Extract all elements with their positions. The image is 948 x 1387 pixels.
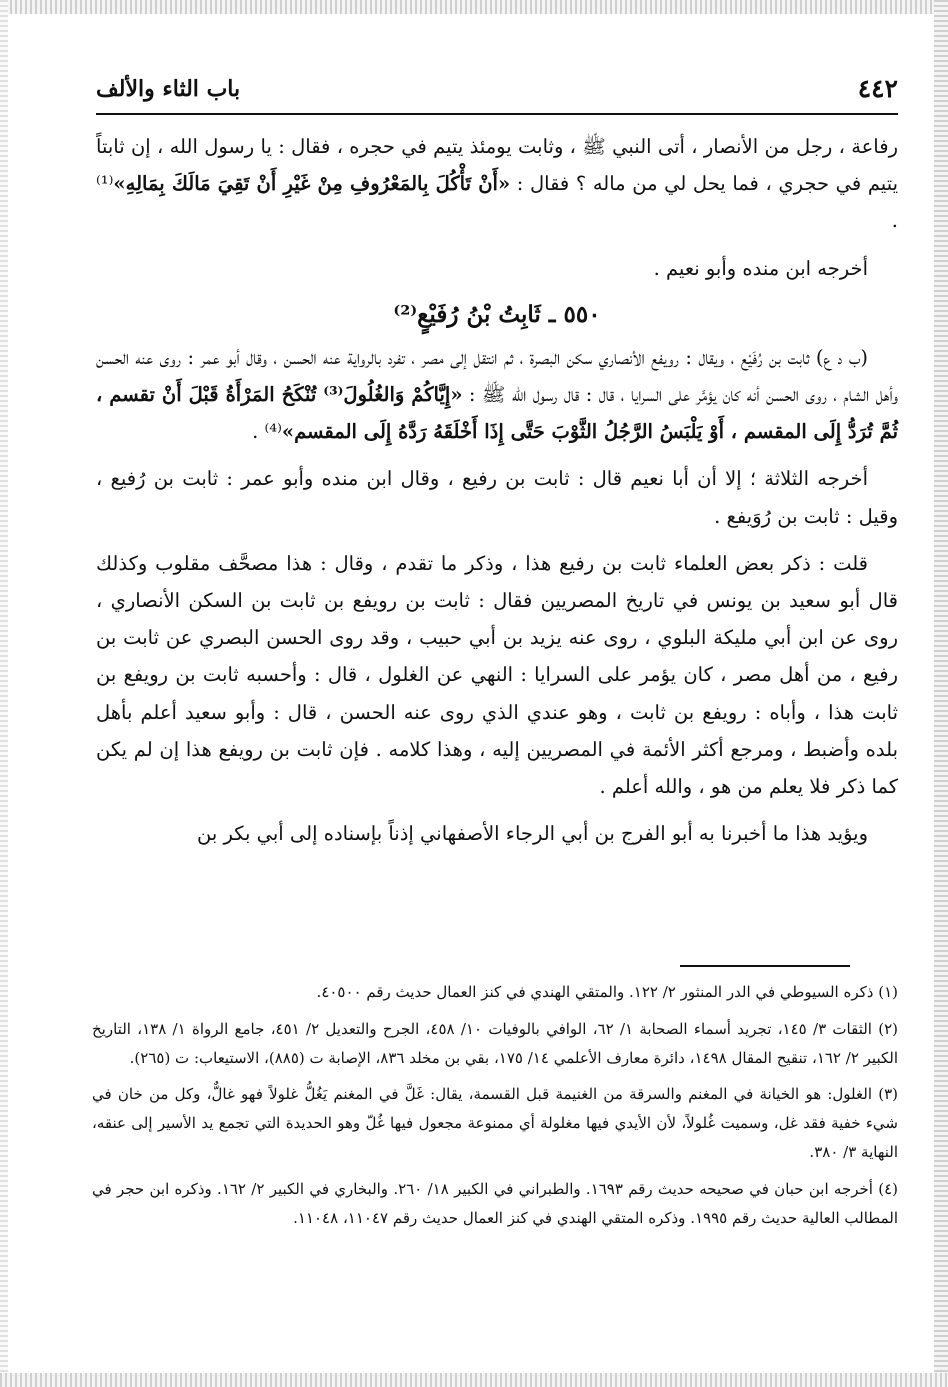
footnote-2: (٢) الثقات ٣/ ١٤٥، تجريد أسماء الصحابة ١/ ٦٢، الوافي بالوفيات ١٠/ ٤٥٨، الجرح والتعديل ٢/ ٤٥١، جامع الرواة ١/ ١٣٨، التاريخ الكبير ٢/ ١٦٢، تنقيح المقال ١٤٩٨، دائرة معارف الأعلمي ١٤/ ١٧٥، بقي بن مخلد ٨٣٦، الإصابة ت (٨٨٥)، الاستيعاب: ت (٢٦٥). xyxy=(92,1019,899,1067)
paragraph-text: رفاعة ، رجل من الأنصار ، أتى النبي ﷺ ، وثابت يومئذ يتيم في حجره ، فقال : يا رسول الله ، إن ثابتاً يتيم في حجري ، فما يحل لي من ماله ؟ فقال : xyxy=(96,135,898,196)
entry-heading: ٥٥٠ ـ ثَابِتُ بْنُ رُفَيْعٍ⁽²⁾ xyxy=(393,300,601,328)
page-border-right xyxy=(934,0,948,1387)
paragraph-hadith-rifaa xyxy=(96,128,898,240)
paragraph-entry-intro xyxy=(96,339,898,451)
chapter-title: باب الثاء والألف xyxy=(96,76,241,102)
paragraph-takhrij-three: أخرجه الثلاثة ؛ إلا أن أبا نعيم قال : ثابت بن رفيع ، وقال ابن منده وأبو عمر : ثابت بن رُفيع ، وقيل : ثابت بن رُوَيفع . xyxy=(96,467,898,528)
paragraph-continuation: ويؤيد هذا ما أخبرنا به أبو الفرج بن أبي الرجاء الأصفهاني إذناً بإسناده إلى أبي بكر بن xyxy=(197,822,868,846)
header-rule xyxy=(96,113,898,115)
footnotes xyxy=(92,978,898,1240)
footnote-ref: ⁽⁴⁾ . xyxy=(252,420,282,444)
page-border-bottom xyxy=(0,1373,948,1387)
footnote-3: (٣) الغلول: هو الخيانة في المغنم والسرقة من الغنيمة قبل القسمة، يقال: غَلَّ في المغنم يَغُلُّ غلولاً فهو غالٌّ، وكل من خان في شيء خفية فقد غل، وسميت غُلولاً، لأن الأيدي فيها مغلولة أي ممنوعة مجعول فيها غُلّ وهو الحديدة التي تجمع يد الأسير إلى عنقه، النهاية ٣/ ٣٨٠. xyxy=(92,1085,898,1161)
hadith-quote: «أَنْ تَأْكُلَ بِالمَعْرُوفِ مِنْ غَيْرِ أَنْ تَقِيَ مَالَكَ بِمَالِهِ» xyxy=(113,172,511,196)
main-text xyxy=(96,128,898,852)
hadith-quote: «إِيَّاكُمْ وَالغُلُولَ⁽³⁾ تُنْكَحُ المَرْأَةُ قَبْلَ أَنْ تقسم ، ثُمَّ تُرَدُّ إِلَى المقسم ، أَوْ يَلْبَسُ الرَّجُلُ الثَّوْبَ حَتَّى إِذَا أَخْلَقَهُ رَدَّهُ إِلَى المقسم» xyxy=(96,383,898,444)
paragraph-takhrij: أخرجه ابن منده وأبو نعيم . xyxy=(653,256,868,280)
footnote-1: (١) ذكره السيوطي في الدر المنثور ٢/ ١٢٢. والمتقي الهندي في كنز العمال حديث رقم ٤٠٥٠٠. xyxy=(316,983,898,1001)
page-border-left xyxy=(0,0,8,1387)
footnote-rule xyxy=(680,965,850,967)
page-border-top xyxy=(0,0,948,14)
footnote-ref: ⁽¹⁾ . xyxy=(96,172,898,233)
paragraph-text: (ب د ع) ثابت بن رُفَيْع ، ويقال : رويفع الأنصاري سكن البصرة ، ثم انتقل إلى مصر ، تفرد بالرواية عنه الحسن ، وقال أبو عمر : روى عنه الحسن وأهل الشام ، روى الحسن أنه كان يؤمَّر على السرايا ، قال : قال رسول الله ﷺ : xyxy=(96,345,898,407)
page-header xyxy=(96,74,898,114)
paragraph-commentary: قلت : ذكر بعض العلماء ثابت بن رفيع هذا ، وذكر ما تقدم ، وقال : هذا مصحَّف مقلوب وكذلك قال أبو سعيد بن يونس في تاريخ المصريين فقال : ثابت بن رويفع بن ثابت بن السكن الأنصاري ، روى عن ابن أبي مليكة البلوي ، روى عنه يزيد بن أبي حبيب ، وقد روى الحسن البصري عن ثابت بن رفيع ، من أهل مصر ، كان يؤمر على السرايا : النهي عن الغلول ، قال : وأحسبه ثابت بن رويفع بن ثابت هذا ، وأباه : رويفع بن ثابت ، وهو عندي الذي روى عنه الحسن ، قال : وأبو سعيد أعلم بأهل بلده وأضبط ، ومرجع أكثر الأئمة في المصريين إليه ، وهذا كلامه . فإن ثابت بن رويفع هذا إن لم يكن كما ذكر فلا يعلم من هو ، والله أعلم . xyxy=(96,551,898,799)
page-number: ٤٤٢ xyxy=(857,74,898,103)
footnote-4: (٤) أخرجه ابن حبان في صحيحه حديث رقم ١٦٩٣. والطبراني في الكبير ١٨/ ٢٦٠. والبخاري في الكبير ٢/ ١٦٢. وذكره ابن حجر في المطالب العالية حديث رقم ١٩٩٥. وذكره المتقي الهندي في كنز العمال حديث رقم ١١٠٤٧، ١١٠٤٨. xyxy=(92,1179,899,1227)
